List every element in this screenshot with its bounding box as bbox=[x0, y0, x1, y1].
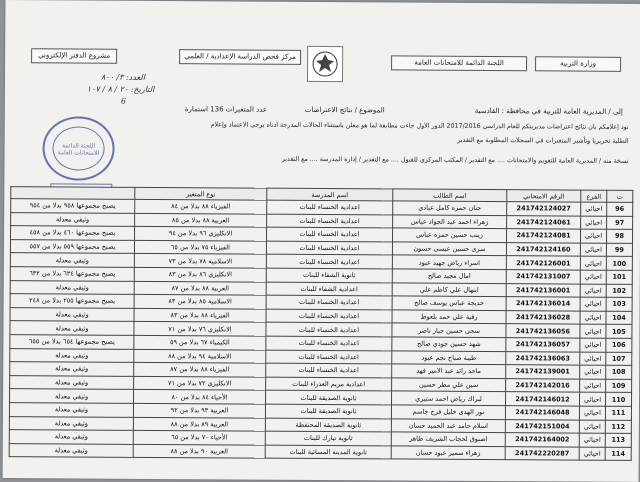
cell-seq: 111 bbox=[605, 406, 631, 420]
cell-school-name: اعدادية مريم العذراء للبنات bbox=[266, 377, 392, 391]
cell-school-name: ثانوية الصديقة المحتفظة bbox=[265, 418, 391, 432]
cell-note: يصبح مجموعها ٦٣٤ بدلا من ٦٣٢ bbox=[10, 267, 134, 281]
cell-note: يصبح مجموعها ٦٥٤ بدلا من ٦٥٥ bbox=[10, 335, 134, 349]
official-stamp bbox=[42, 116, 114, 180]
cell-note: وثيقي معدلة bbox=[10, 321, 134, 335]
table-row bbox=[9, 443, 631, 460]
project-name: مشروع الدفتر الإلكتروني bbox=[38, 51, 111, 60]
cell-student-name: سرى حسين عيسى حسون bbox=[392, 242, 506, 256]
cell-branch: احيائي bbox=[580, 229, 606, 243]
cell-school-name: اعدادية الخنساء للبنات bbox=[266, 350, 392, 364]
cell-exam-number: 241742142016 bbox=[506, 378, 580, 392]
cell-exam-number: 241742146048 bbox=[505, 406, 579, 420]
cell-student-name: سين علي مطر حسين bbox=[392, 378, 506, 392]
cell-branch: احيائي bbox=[580, 297, 606, 311]
cell-school-name: اعدادية الخنساء للبنات bbox=[266, 255, 392, 269]
number-label: العدد: ٣/ ٨٠٠ bbox=[100, 72, 145, 82]
cell-seq: 103 bbox=[606, 297, 632, 311]
cell-exam-number: 241742136063 bbox=[506, 351, 580, 365]
cell-change-type: الفيزياء ٨٨ بدلا من ٨٣ bbox=[134, 308, 266, 322]
cell-branch: احيائي bbox=[579, 433, 605, 447]
cell-change-type: العربية ٨٨ بدلا من ٨٧ bbox=[134, 281, 266, 295]
cell-change-type: الانكليزي ٧٢ بدلا من ٧١ bbox=[134, 376, 266, 390]
cell-student-name: زينب حسين حمزه عباس bbox=[392, 228, 506, 242]
cell-change-type: الاسلامية ٩٤ بدلا من ٨٨ bbox=[134, 349, 266, 363]
cell-note: وثيقي معدلة bbox=[9, 443, 133, 457]
cell-school-name: اعدادية الخنساء للبنات bbox=[266, 336, 392, 350]
cell-school-name: اعدادية الخنساء للبنات bbox=[266, 295, 392, 309]
cell-school-name: ثانوية تبارك للبنات bbox=[265, 431, 391, 445]
ministry-name: وزارة التربية bbox=[560, 59, 597, 68]
cell-school-name: اعدادية الشفاء للبنات bbox=[266, 282, 392, 296]
cell-exam-number: 241742131007 bbox=[506, 270, 580, 284]
cell-seq: 97 bbox=[607, 216, 633, 230]
cell-seq: 114 bbox=[605, 447, 631, 461]
col-header-student-name: اسم الطالب bbox=[393, 189, 507, 202]
cell-change-type: الفيزياء ٧٥ بدلا من ٦٥ bbox=[134, 240, 266, 254]
cell-branch: احيائي bbox=[579, 447, 605, 461]
cell-branch: احيائي bbox=[580, 311, 606, 325]
cell-exam-number: 241742126001 bbox=[506, 256, 580, 270]
cell-student-name: ماجد رائد عبد الامير فهد bbox=[392, 364, 506, 378]
cell-exam-number: 241742124061 bbox=[507, 215, 581, 229]
cell-seq: 99 bbox=[606, 243, 632, 257]
cell-note: وثيقي معدلة bbox=[10, 280, 134, 294]
six-label: 6 bbox=[120, 96, 126, 106]
cell-seq: 101 bbox=[606, 270, 632, 284]
cell-branch: احيائي bbox=[580, 284, 606, 298]
cell-seq: 113 bbox=[605, 433, 631, 447]
letter-line-2: الطلبة تحريريا وتأشير المتغيرات في السجلات المطلوبة مع التقدير bbox=[457, 136, 629, 145]
col-header-seq: ت bbox=[607, 190, 633, 202]
letter-line-1: نود إعلامكم بأن نتائج اعتراضات مديريتكم للعام الدراسي 2017/2016 الدور الأول جاءت مطابقة لما هو معلن باستثناء الحالات المدرجة أدناه يرجى الاعتماد وإعلام bbox=[210, 121, 629, 131]
cell-exam-number: 241742136001 bbox=[506, 283, 580, 297]
project-box bbox=[31, 48, 117, 64]
center-name: مركز فحص الدراسة الإعدادية / العلمي bbox=[184, 52, 296, 61]
cell-change-type: العربية ٩٣ بدلا من ٩٢ bbox=[133, 403, 265, 417]
col-header-exam-number: الرقم الامتحاني bbox=[507, 190, 581, 202]
letter-copies: نسخة منه / المديرية العامة للتقويم والامتحانات .... مع التقدير / المكتب المركزي للقبول .... مع التقدير / إدارة المدرسة .... مع التقدير bbox=[281, 155, 629, 165]
cell-change-type: الاسلامية ٨٥ بدلا من ٨٣ bbox=[134, 295, 266, 309]
stamp-text: اللجنة الدائمة للامتحانات العامة bbox=[57, 142, 100, 157]
cell-student-name: نور الهدى خليل فرج جاسم bbox=[391, 405, 505, 419]
cell-seq: 98 bbox=[606, 229, 632, 243]
cell-student-name: سجى حسين جبار ناصر bbox=[392, 323, 506, 337]
cell-branch: احيائي bbox=[579, 392, 605, 406]
cell-student-name: جنان حمزه كامل عبادي bbox=[393, 201, 507, 215]
cell-student-name: شهد حسين جودي صالح bbox=[392, 337, 506, 351]
cell-branch: احيائي bbox=[580, 256, 606, 270]
cell-exam-number: 241742124081 bbox=[506, 229, 580, 243]
cell-change-type: الفيزياء ٨٨ بدلا من ٨٧ bbox=[134, 362, 266, 376]
cell-exam-number: 241742139001 bbox=[506, 365, 580, 379]
col-header-branch: الفرع bbox=[581, 190, 607, 202]
cell-student-name: زهراء سمير عبود حسان bbox=[391, 446, 505, 460]
cell-exam-number: 241742136028 bbox=[506, 310, 580, 324]
cell-change-type: العربية ٩٠ بدلا من ٨٨ bbox=[133, 444, 265, 458]
cell-note: وثيقي معدلة bbox=[10, 253, 134, 267]
cell-seq: 106 bbox=[606, 338, 632, 352]
cell-exam-number: 241742146012 bbox=[505, 392, 579, 406]
cell-seq: 102 bbox=[606, 284, 632, 298]
cell-branch: احيائي bbox=[580, 324, 606, 338]
cell-change-type: الأحياء ٨٤ بدلا من ٨٠ bbox=[134, 390, 266, 404]
cell-note: وثيقي معدلة bbox=[11, 212, 135, 226]
cell-note: يصبح مجموعها ٥٥٩ بدلا من ٥٥٧ bbox=[10, 239, 134, 253]
cell-exam-number: 241742151004 bbox=[505, 419, 579, 433]
cell-change-type: العربية ٨٨ بدلا من ٨٥ bbox=[135, 213, 267, 227]
col-header-school-name: اسم المدرسة bbox=[267, 188, 393, 201]
center-box bbox=[179, 49, 301, 65]
cell-note: وثيقي معدلة bbox=[10, 307, 134, 321]
cell-change-type: الاسلامية ٧٨ بدلا من ٧٣ bbox=[134, 254, 266, 268]
cell-seq: 96 bbox=[607, 202, 633, 216]
changes-table bbox=[9, 186, 634, 461]
cell-branch: احيائي bbox=[581, 216, 607, 230]
col-header-note bbox=[11, 187, 135, 200]
cell-exam-number: 241742136057 bbox=[506, 338, 580, 352]
cell-student-name: رقية علي حمد بلعوط bbox=[392, 310, 506, 324]
cell-exam-number: 241742164002 bbox=[505, 433, 579, 447]
letter-to: إلى / المديرية العامة للتربية في محافظة : القادسية bbox=[474, 106, 623, 116]
cell-student-name: امال مجيد صالح bbox=[392, 269, 506, 283]
cell-student-name: خديجة عباس يوسف صالح bbox=[392, 296, 506, 310]
cell-school-name: اعدادية الخنساء للبنات bbox=[266, 241, 392, 255]
cell-seq: 100 bbox=[606, 257, 632, 271]
cell-note: يصبح مجموعها ٤٦٠ بدلا من ٤٥٨ bbox=[11, 226, 135, 240]
cell-branch: احيائي bbox=[580, 338, 606, 352]
cell-seq: 105 bbox=[606, 325, 632, 339]
cell-note: وثيقي معدلة bbox=[10, 389, 134, 403]
cell-branch: احيائي bbox=[581, 202, 607, 216]
cell-school-name: ثانوية الصديقة للبنات bbox=[266, 390, 392, 404]
cell-student-name: اصبوق لحجاب الشريف طاهر bbox=[391, 432, 505, 446]
document-page bbox=[3, 0, 640, 482]
col-header-change-type: نوع المتغير bbox=[135, 187, 267, 200]
cell-note: وثيقي معدلة bbox=[10, 362, 134, 376]
cell-change-type: الانكليزي ٨٦ بدلا من ٨٣ bbox=[134, 267, 266, 281]
cell-branch: احيائي bbox=[580, 365, 606, 379]
cell-seq: 112 bbox=[605, 420, 631, 434]
cell-school-name: ثانوية الشفاء للبنات bbox=[266, 268, 392, 282]
cell-school-name: اعدادية الخنساء للبنات bbox=[267, 214, 393, 228]
cell-student-name: ابتهال علي كاظم علي bbox=[392, 282, 506, 296]
cell-seq: 108 bbox=[606, 365, 632, 379]
cell-seq: 110 bbox=[605, 393, 631, 407]
cell-student-name: اسلام حامد عبد الحميد حسان bbox=[391, 418, 505, 432]
cell-exam-number: 241742124027 bbox=[507, 202, 581, 216]
cell-branch: احيائي bbox=[580, 379, 606, 393]
cell-branch: احيائي bbox=[580, 270, 606, 284]
letter-subject: الموضوع / نتائج الاعتراضات bbox=[304, 105, 385, 115]
ministry-box bbox=[535, 56, 621, 72]
cell-student-name: طيبة صباح نجم عبود bbox=[392, 350, 506, 364]
cell-school-name: ثانوية الصديقة للبنات bbox=[265, 404, 391, 418]
cell-student-name: اسراء رياض جهيد عبود bbox=[392, 255, 506, 269]
cell-change-type: الأحياء ٧٠ بدلا من ٦٥ bbox=[133, 430, 265, 444]
cell-seq: 109 bbox=[606, 379, 632, 393]
letter-count: عدد المتغيرات 136 استمارة bbox=[184, 105, 268, 114]
cell-exam-number: 241742220287 bbox=[505, 446, 579, 460]
committee-box bbox=[391, 55, 527, 71]
cell-change-type: الفيزياء ٨٨ بدلا من ٨٤ bbox=[135, 199, 267, 213]
cell-student-name: زهراء احمد عبد الجواد عباس bbox=[393, 215, 507, 229]
cell-change-type: الانكليزي ٧٦ بدلا من ٧١ bbox=[134, 322, 266, 336]
cell-change-type: العربية ٨٩ بدلا من ٨٨ bbox=[133, 417, 265, 431]
cell-branch: احيائي bbox=[580, 352, 606, 366]
cell-branch: احيائي bbox=[580, 243, 606, 257]
cell-branch: احيائي bbox=[579, 420, 605, 434]
cell-note: وثيقي معدلة bbox=[9, 403, 133, 417]
cell-school-name: ثانوية المدينة المسائية للبنات bbox=[265, 445, 391, 459]
cell-note: وثيقي معدلة bbox=[9, 416, 133, 430]
cell-school-name: اعدادية الخنساء للبنات bbox=[266, 309, 392, 323]
cell-note: وثيقي معدلة bbox=[10, 375, 134, 389]
cell-school-name: اعدادية الخنساء للبنات bbox=[267, 200, 393, 214]
cell-exam-number: 241742136014 bbox=[506, 297, 580, 311]
committee-name: اللجنة الدائمة للامتحانات العامة bbox=[414, 58, 504, 68]
cell-seq: 107 bbox=[606, 352, 632, 366]
cell-branch: احيائي bbox=[579, 406, 605, 420]
cell-exam-number: 241742136056 bbox=[506, 324, 580, 338]
cell-note: يصبح مجموعها ٢٥٥ بدلا من ٢٤٨ bbox=[10, 294, 134, 308]
cell-school-name: اعدادية الخنساء للبنات bbox=[266, 227, 392, 241]
cell-school-name: اعدادية الخنساء للبنات bbox=[266, 363, 392, 377]
cell-exam-number: 241742124160 bbox=[506, 242, 580, 256]
cell-change-type: الانكليزي ٩٦ بدلا من ٩٤ bbox=[135, 227, 267, 241]
cell-note: وثيقي معدلة bbox=[9, 430, 133, 444]
cell-note: يصبح مجموعها ٩٥٨ بدلا من ٩٥٤ bbox=[11, 199, 135, 213]
cell-note: وثيقي معدلة bbox=[10, 348, 134, 362]
emblem-icon bbox=[307, 46, 343, 82]
cell-seq: 104 bbox=[606, 311, 632, 325]
cell-change-type: الكيمياء ٦٧ بدلا من ٥٩ bbox=[134, 335, 266, 349]
cell-school-name: اعدادية الخنساء للبنات bbox=[266, 323, 392, 337]
date-label: التاريخ: ٢٠ / ٨ / ١٠٧ bbox=[86, 84, 155, 94]
cell-student-name: لبراك رياض احمد ستيري bbox=[392, 391, 506, 405]
